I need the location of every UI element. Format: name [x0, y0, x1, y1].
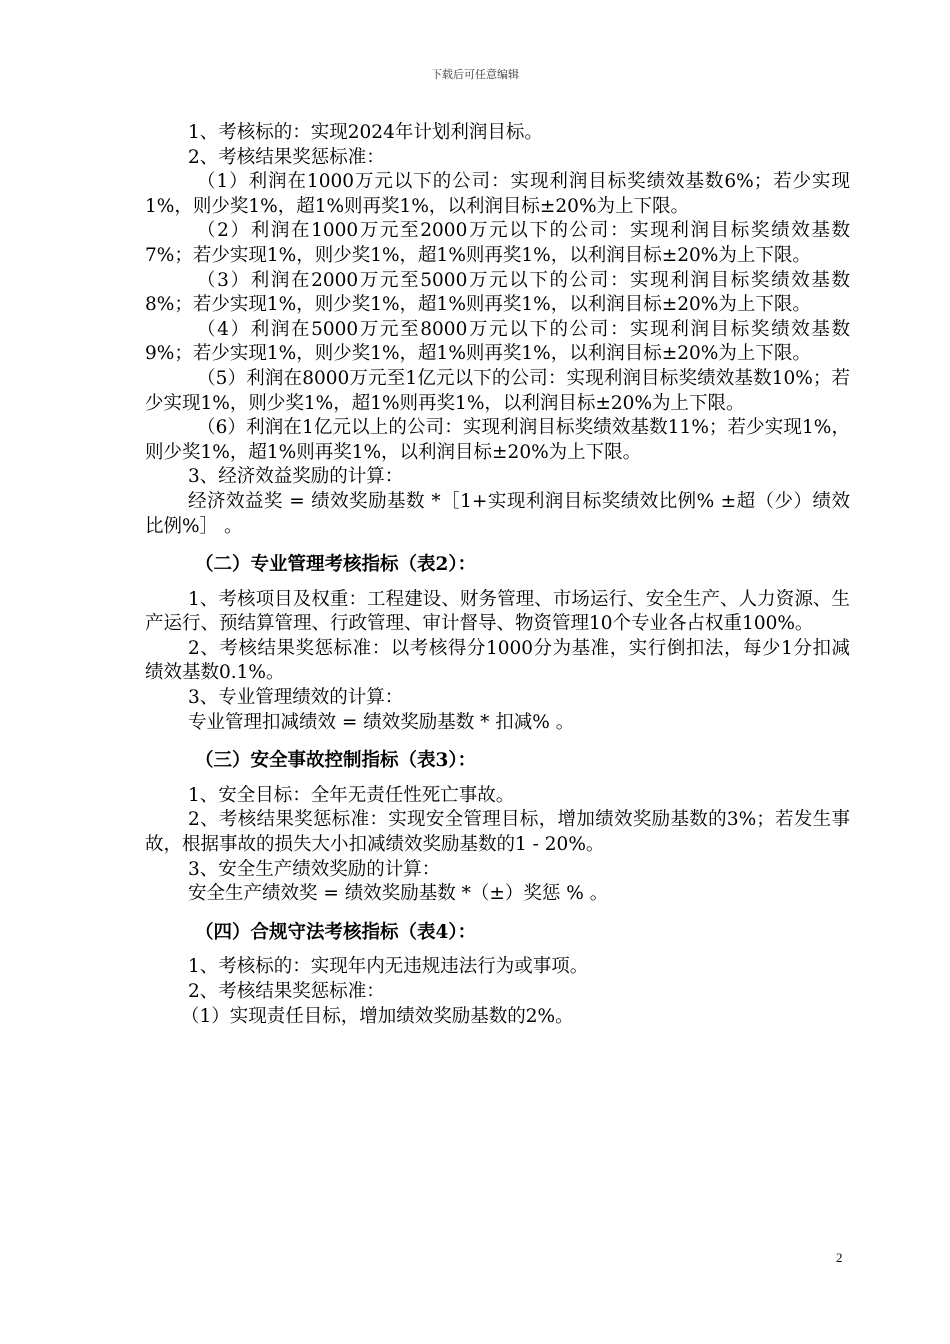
body-paragraph: 专业管理扣减绩效 = 绩效奖励基数 * 扣减% 。	[188, 711, 575, 733]
body-paragraph: 1、考核标的：实现年内无违规违法行为或事项。	[188, 956, 589, 978]
body-paragraph: （6）利润在1亿元以上的公司：实现利润目标奖绩效基数11%；若少实现1%，则少奖1%，超1%则再奖1%，以利润目标±20%为上下限。	[145, 417, 850, 463]
page-header: 下载后可任意编辑	[431, 68, 519, 81]
page-number: 2	[836, 1250, 843, 1265]
body-paragraph: 2、考核结果奖惩标准：以考核得分1000分为基准，实行倒扣法，每少1分扣减绩效基数0.1%。	[145, 637, 850, 684]
body-paragraph: 1、考核标的：实现2024年计划利润目标。	[188, 122, 543, 143]
body-paragraph: （3）利润在2000万元至5000万元以下的公司：实现利润目标奖绩效基数8%；若少实现1%，则少奖1%，超1%则再奖1%，以利润目标±20%为上下限。	[145, 269, 850, 316]
body-paragraph: （5）利润在8000万元至1亿元以下的公司：实现利润目标奖绩效基数10%；若少实现1%，则少奖1%，超1%则再奖1%，以利润目标±20%为上下限。	[145, 367, 850, 414]
body-paragraph: （1）利润在1000万元以下的公司：实现利润目标奖绩效基数6%；若少实现1%，则少奖1%，超1%则再奖1%，以利润目标±20%为上下限。	[145, 171, 850, 217]
body-paragraph: 2、考核结果奖惩标准：实现安全管理目标，增加绩效奖励基数的3%；若发生事故，根据事故的损失大小扣减绩效奖励基数的1 - 20%。	[145, 809, 850, 856]
body-paragraph: 1、考核项目及权重：工程建设、财务管理、市场运行、安全生产、人力资源、生产运行、预结算管理、行政管理、审计督导、物资管理10个专业各占权重100%。	[145, 588, 850, 635]
section-heading: （三）安全事故控制指标（表3）：	[195, 750, 477, 772]
body-paragraph: （4）利润在5000万元至8000万元以下的公司：实现利润目标奖绩效基数9%；若少实现1%，则少奖1%，超1%则再奖1%，以利润目标±20%为上下限。	[145, 318, 850, 365]
body-paragraph: （2）利润在1000万元至2000万元以下的公司：实现利润目标奖绩效基数7%；若少实现1%，则少奖1%，超1%则再奖1%，以利润目标±20%为上下限。	[145, 220, 850, 266]
body-paragraph: 3、安全生产绩效奖励的计算：	[188, 858, 441, 880]
body-paragraph: 3、经济效益奖励的计算：	[188, 466, 404, 488]
body-paragraph: 经济效益奖 = 绩效奖励基数 *［1+实现利润目标奖绩效比例% ±超（少）绩效比例%］ 。	[145, 490, 850, 537]
body-paragraph: （1）实现责任目标，增加绩效奖励基数的2%。	[181, 1005, 574, 1027]
section-heading: （四）合规守法考核指标（表4）：	[195, 921, 477, 943]
body-paragraph: 2、考核结果奖惩标准：	[188, 981, 385, 1002]
body-paragraph: 1、安全目标：全年无责任性死亡事故。	[188, 784, 515, 806]
body-paragraph: 3、专业管理绩效的计算：	[188, 687, 404, 709]
section-heading: （二）专业管理考核指标（表2）：	[195, 554, 477, 576]
body-paragraph: 2、考核结果奖惩标准：	[188, 146, 385, 168]
document-body	[145, 121, 850, 1029]
body-paragraph: 安全生产绩效奖 = 绩效奖励基数 *（±）奖惩 % 。	[188, 883, 609, 905]
